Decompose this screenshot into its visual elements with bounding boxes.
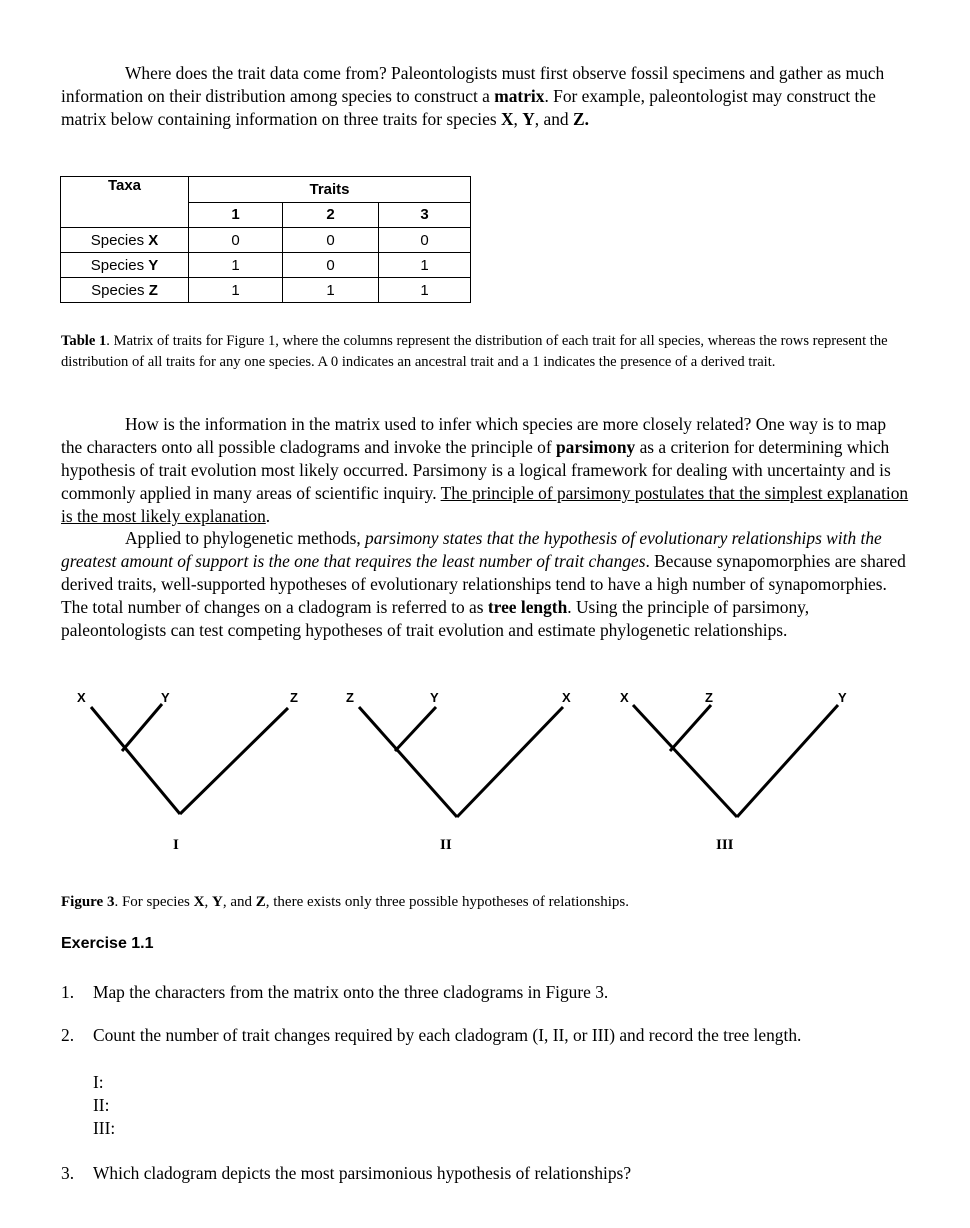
intro-paragraph: Where does the trait data come from? Paleontologists must first observe fossil specimens and gather as much information on their distribution among species to construct a matrix. For example, paleontologist may construct the matrix below containing information on three traits for species X, Y, and Z. [61,63,885,129]
cladogram-label: I [173,837,179,853]
answer-iii-label: III: [93,1118,116,1138]
branch [180,708,288,814]
branch [737,705,838,817]
tip-label: X [77,690,86,705]
cell-z-2: 1 [283,278,379,303]
cell-x-2: 0 [283,228,379,253]
cladogram-ii [346,690,571,853]
parsimony-paragraph: How is the information in the matrix used to infer which species are more closely related? One way is to map the characters onto all possible cladograms and invoke the principle of parsimony as a criterion for determining which hypothesis of trait evolution most likely occurred. Parsimony is a logical framework for dealing with uncertainty and is commonly applied in many areas of scientific inquiry. The principle of parsimony postulates that the simplest explanation is the most likely explanation. [61,414,909,526]
tip-label: Y [161,690,170,705]
branch [359,707,457,817]
branch [633,705,737,817]
branch [670,705,711,751]
cladogram-iii [620,690,847,853]
cell-x-1: 0 [189,228,283,253]
tip-label: X [562,690,571,705]
answer-ii-label: II: [93,1095,110,1115]
cell-y-3: 1 [379,253,471,278]
question-1: 1. Map the characters from the matrix onto the three cladograms in Figure 3. [61,982,609,1002]
cell-x-3: 0 [379,228,471,253]
table-row [61,253,471,278]
species-z-label: Species Z [61,278,189,303]
question-3: 3. Which cladogram depicts the most parsimonious hypothesis of relationships? [61,1163,632,1183]
cell-y-2: 0 [283,253,379,278]
branch [457,707,563,817]
tip-label: Z [290,690,298,705]
tip-label: Z [346,690,354,705]
trait-3-header: 3 [379,202,471,228]
cladogram-i [77,690,298,853]
species-x-label: Species X [61,228,189,253]
cladogram-figure [0,680,970,860]
cladogram-label: III [716,837,734,853]
branch [122,704,162,751]
branch [395,707,436,751]
trait-1-header: 1 [189,202,283,228]
table-row [61,228,471,253]
taxa-header: Taxa [61,177,189,228]
cladogram-label: II [440,837,452,853]
trait-matrix-table [60,176,471,303]
figure-caption: Figure 3. For species X, Y, and Z, there exists only three possible hypotheses of relationships. [61,894,630,910]
traits-header: Traits [189,177,471,203]
branch [91,707,180,814]
tip-label: X [620,690,629,705]
answer-i-label: I: [93,1072,104,1092]
exercise-title: Exercise 1.1 [61,935,154,952]
cell-z-3: 1 [379,278,471,303]
question-2: 2. Count the number of trait changes required by each cladogram (I, II, or III) and record the tree length. [61,1025,802,1045]
species-y-label: Species Y [61,253,189,278]
phylogenetic-paragraph: Applied to phylogenetic methods, parsimony states that the hypothesis of evolutionary relationships with the greatest amount of support is the one that requires the least number of trait changes. Because synapomorphies are shared derived traits, well-supported hypotheses of evolutionary relationships tend to have a high number of synapomorphies. The total number of changes on a cladogram is referred to as tree length. Using the principle of parsimony, paleontologists can test competing hypotheses of trait evolution and estimate phylogenetic relationships. [61,528,906,640]
cell-z-1: 1 [189,278,283,303]
trait-2-header: 2 [283,202,379,228]
table-row [61,278,471,303]
tip-label: Z [705,690,713,705]
table-caption: Table 1. Matrix of traits for Figure 1, where the columns represent the distribution of each trait for all species, whereas the rows represent the distribution of all traits for any one species. A 0 indicates an ancestral trait and a 1 indicates the presence of a derived trait. [61,333,888,370]
cell-y-1: 1 [189,253,283,278]
tip-label: Y [430,690,439,705]
tip-label: Y [838,690,847,705]
